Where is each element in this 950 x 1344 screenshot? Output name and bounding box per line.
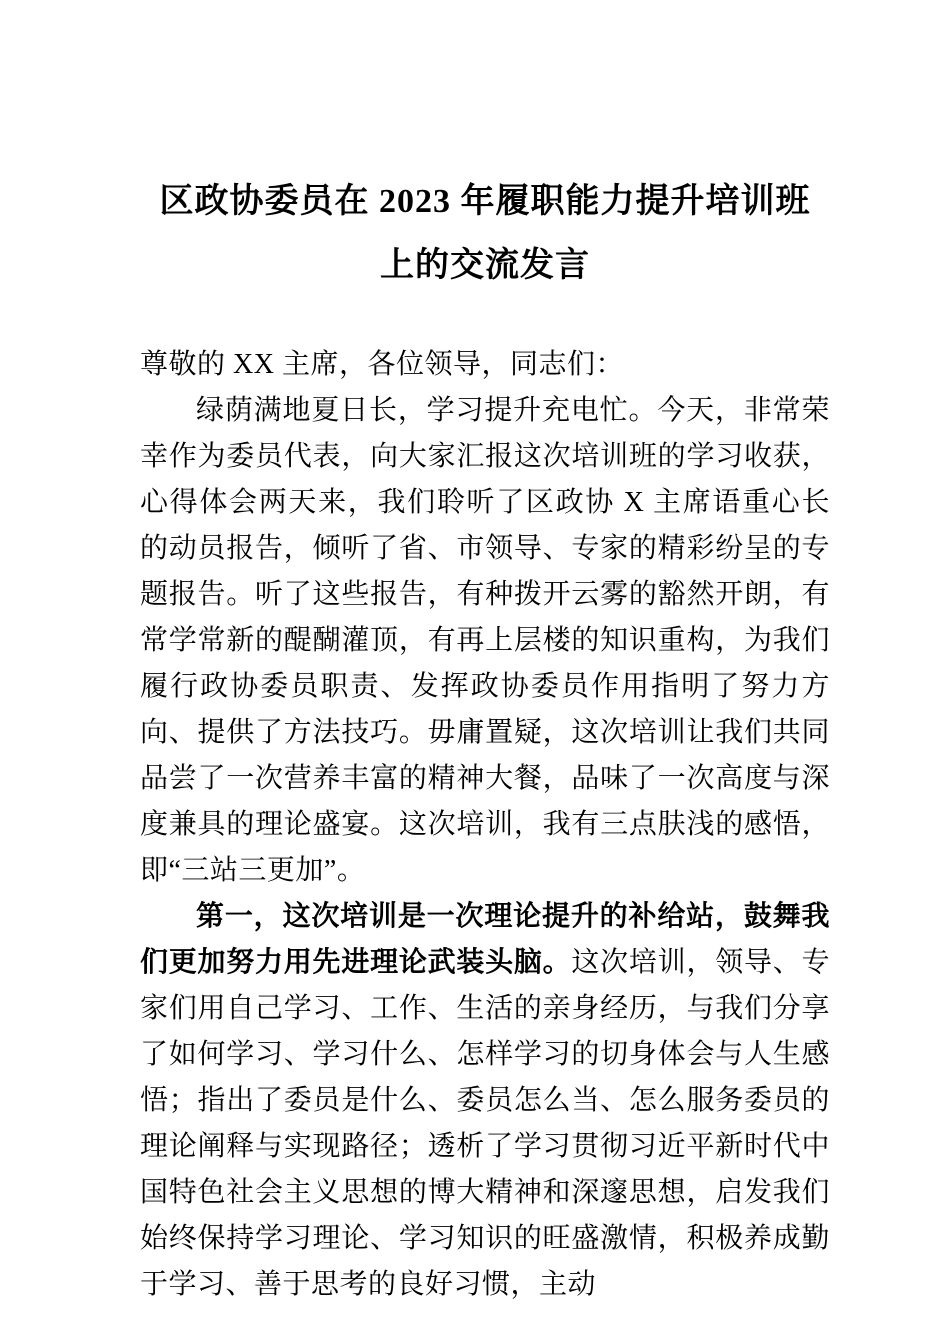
paragraph bbox=[140, 894, 830, 1308]
document-body bbox=[140, 342, 830, 1308]
text-run: 尊敬的 XX 主席，各位领导，同志们： bbox=[140, 349, 624, 380]
title-line-1: 区政协委员在 2023 年履职能力提升培训班 bbox=[159, 183, 811, 220]
paragraph bbox=[140, 342, 830, 388]
paragraph bbox=[140, 388, 830, 894]
text-run: 绿荫满地夏日长，学习提升充电忙。今天，非常荣幸作为委员代表，向大家汇报这次培训班的学习收获，心得体会两天来，我们聆听了区政协 X 主席语重心长的动员报告，倾听了省、市领导、专家的精彩纷呈的专题报告。听了这些报告，有种拨开云雾的豁然开朗，有常学常新的醍醐灌顶，有再上层楼的知识重构，为我们履行政协委员职责、发挥政协委员作用指明了努力方向、提供了方法技巧。毋庸置疑，这次培训让我们共同品尝了一次营养丰富的精神大餐，品味了一次高度与深度兼具的理论盛宴。这次培训，我有三点肤浅的感悟，即“三站三更加”。 bbox=[140, 395, 830, 886]
text-run: 这次培训，领导、专家们用自己学习、工作、生活的亲身经历，与我们分享了如何学习、学习什么、怎样学习的切身体会与人生感悟；指出了委员是什么、委员怎么当、怎么服务委员的理论阐释与实现路径；透析了学习贯彻习近平新时代中国特色社会主义思想的博大精神和深邃思想，启发我们始终保持学习理论、学习知识的旺盛激情，积极养成勤于学习、善于思考的良好习惯，主动 bbox=[140, 947, 830, 1300]
document-title bbox=[140, 170, 830, 298]
title-line-2: 上的交流发言 bbox=[380, 247, 590, 284]
bold-text-run: 第一，这次培训是一次理论提升的补给站，鼓舞我们更加努力用先进理论武装头脑。 bbox=[140, 901, 830, 978]
